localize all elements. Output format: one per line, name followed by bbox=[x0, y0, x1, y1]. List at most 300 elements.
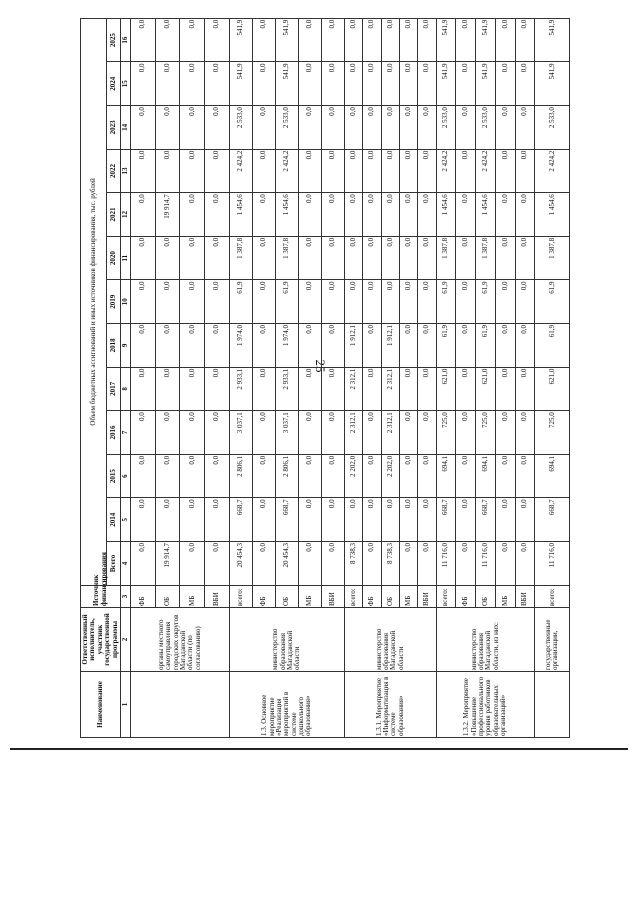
row-year-value: 0,0 bbox=[418, 324, 436, 368]
row-year-value: 0,0 bbox=[321, 62, 344, 106]
row-year-value: 0,0 bbox=[418, 149, 436, 193]
row-source: ОБ bbox=[381, 586, 399, 608]
row-name: 1.3.2. Мероприятие «Повышение профессионального уровня работников образовательных организаций» bbox=[436, 672, 535, 738]
row-year-value: 2 933,1 bbox=[275, 367, 298, 411]
row-year-value: 668,7 bbox=[476, 498, 496, 542]
header-year: 2023 bbox=[107, 106, 121, 150]
row-total-value: 0,0 bbox=[252, 542, 275, 586]
row-year-value: 0,0 bbox=[180, 454, 205, 498]
table-row bbox=[131, 18, 156, 737]
row-year-value: 0,0 bbox=[495, 18, 515, 62]
row-year-value: 0,0 bbox=[321, 324, 344, 368]
row-year-value: 0,0 bbox=[298, 149, 321, 193]
row-year-value: 0,0 bbox=[515, 324, 535, 368]
header-year: 2014 bbox=[107, 498, 121, 542]
column-number: 9 bbox=[121, 324, 131, 368]
row-year-value: 541,9 bbox=[476, 18, 496, 62]
row-year-value: 61,9 bbox=[535, 324, 570, 368]
row-year-value: 0,0 bbox=[131, 106, 156, 150]
column-number: 6 bbox=[121, 454, 131, 498]
row-year-value: 0,0 bbox=[131, 236, 156, 280]
row-year-value: 0,0 bbox=[418, 62, 436, 106]
row-year-value: 0,0 bbox=[131, 411, 156, 455]
header-year: 2022 bbox=[107, 149, 121, 193]
row-total-value: 11 716,0 bbox=[476, 542, 496, 586]
row-source: всего: bbox=[344, 586, 362, 608]
row-year-value: 0,0 bbox=[252, 236, 275, 280]
row-year-value: 0,0 bbox=[399, 106, 417, 150]
row-executor: органы местного самоуправления городских округов Магаданской области (по согласованию) bbox=[131, 608, 230, 672]
row-year-value: 725,0 bbox=[476, 411, 496, 455]
row-year-value: 2 533,0 bbox=[275, 106, 298, 150]
row-year-value: 0,0 bbox=[298, 324, 321, 368]
row-name: 1.3. Основное мероприятие «Реализация мероприятий в системе дошкольного образования» bbox=[229, 672, 344, 738]
row-year-value: 1 454,6 bbox=[229, 193, 252, 237]
row-year-value: 0,0 bbox=[344, 106, 362, 150]
row-year-value: 0,0 bbox=[131, 193, 156, 237]
row-year-value: 0,0 bbox=[515, 498, 535, 542]
table-row bbox=[535, 18, 570, 737]
row-year-value: 0,0 bbox=[180, 106, 205, 150]
row-year-value: 0,0 bbox=[456, 367, 476, 411]
row-year-value: 0,0 bbox=[252, 411, 275, 455]
row-year-value: 0,0 bbox=[321, 280, 344, 324]
row-year-value: 0,0 bbox=[495, 454, 515, 498]
header-year: 2025 bbox=[107, 18, 121, 62]
row-total-value: 0,0 bbox=[399, 542, 417, 586]
row-year-value: 0,0 bbox=[180, 411, 205, 455]
table-row bbox=[229, 18, 252, 737]
row-year-value: 0,0 bbox=[456, 324, 476, 368]
row-year-value: 541,9 bbox=[275, 18, 298, 62]
row-year-value: 0,0 bbox=[180, 193, 205, 237]
row-year-value: 1 454,6 bbox=[436, 193, 456, 237]
column-number: 13 bbox=[121, 149, 131, 193]
rotated-table-container bbox=[80, 18, 570, 738]
row-year-value: 61,9 bbox=[436, 280, 456, 324]
header-year: 2017 bbox=[107, 367, 121, 411]
row-year-value: 0,0 bbox=[252, 324, 275, 368]
row-total-value: 8 738,3 bbox=[381, 542, 399, 586]
row-year-value: 621,0 bbox=[436, 367, 456, 411]
row-source: ВБИ bbox=[418, 586, 436, 608]
row-year-value: 0,0 bbox=[205, 236, 230, 280]
row-year-value: 668,7 bbox=[229, 498, 252, 542]
row-year-value: 1 912,1 bbox=[344, 324, 362, 368]
row-year-value: 0,0 bbox=[515, 193, 535, 237]
row-year-value: 1 387,8 bbox=[476, 236, 496, 280]
row-year-value: 2 533,0 bbox=[229, 106, 252, 150]
row-year-value: 0,0 bbox=[205, 498, 230, 542]
row-year-value: 1 454,6 bbox=[476, 193, 496, 237]
row-year-value: 0,0 bbox=[321, 367, 344, 411]
row-year-value: 0,0 bbox=[418, 280, 436, 324]
row-year-value: 0,0 bbox=[381, 193, 399, 237]
row-year-value: 0,0 bbox=[131, 149, 156, 193]
row-year-value: 0,0 bbox=[131, 324, 156, 368]
row-year-value: 0,0 bbox=[363, 149, 381, 193]
row-year-value: 2 424,2 bbox=[476, 149, 496, 193]
row-year-value: 0,0 bbox=[252, 498, 275, 542]
row-year-value: 0,0 bbox=[399, 498, 417, 542]
row-total-value: 11 716,0 bbox=[436, 542, 456, 586]
row-name bbox=[131, 672, 230, 738]
row-year-value: 2 312,1 bbox=[381, 367, 399, 411]
row-source: ФБ bbox=[252, 586, 275, 608]
row-year-value: 0,0 bbox=[456, 498, 476, 542]
row-source: МБ bbox=[298, 586, 321, 608]
row-year-value: 0,0 bbox=[252, 62, 275, 106]
row-year-value: 0,0 bbox=[399, 280, 417, 324]
row-year-value: 0,0 bbox=[252, 193, 275, 237]
row-year-value: 0,0 bbox=[363, 280, 381, 324]
row-year-value: 0,0 bbox=[515, 236, 535, 280]
row-year-value: 1 454,6 bbox=[275, 193, 298, 237]
row-year-value: 0,0 bbox=[418, 411, 436, 455]
header-year: 2018 bbox=[107, 324, 121, 368]
row-year-value: 0,0 bbox=[180, 367, 205, 411]
row-year-value: 0,0 bbox=[205, 18, 230, 62]
row-source: ВБИ bbox=[205, 586, 230, 608]
row-year-value: 0,0 bbox=[131, 498, 156, 542]
row-year-value: 0,0 bbox=[180, 498, 205, 542]
row-year-value: 0,0 bbox=[381, 149, 399, 193]
row-year-value: 0,0 bbox=[321, 411, 344, 455]
row-year-value: 2 533,0 bbox=[436, 106, 456, 150]
row-year-value: 0,0 bbox=[321, 454, 344, 498]
row-year-value: 668,7 bbox=[535, 498, 570, 542]
row-year-value: 0,0 bbox=[363, 367, 381, 411]
row-year-value: 0,0 bbox=[131, 454, 156, 498]
row-year-value: 0,0 bbox=[205, 106, 230, 150]
row-source: ВБИ bbox=[515, 586, 535, 608]
row-year-value: 0,0 bbox=[155, 280, 180, 324]
row-total-value: 0,0 bbox=[456, 542, 476, 586]
row-source: МБ bbox=[399, 586, 417, 608]
row-year-value: 725,0 bbox=[535, 411, 570, 455]
row-year-value: 1 387,8 bbox=[535, 236, 570, 280]
row-year-value: 3 037,1 bbox=[229, 411, 252, 455]
row-year-value: 0,0 bbox=[495, 367, 515, 411]
row-name bbox=[535, 672, 570, 738]
row-year-value: 2 424,2 bbox=[275, 149, 298, 193]
row-year-value: 0,0 bbox=[418, 193, 436, 237]
row-year-value: 0,0 bbox=[298, 498, 321, 542]
row-year-value: 0,0 bbox=[205, 149, 230, 193]
row-year-value: 0,0 bbox=[399, 367, 417, 411]
row-year-value: 2 202,0 bbox=[381, 454, 399, 498]
row-source: ОБ bbox=[275, 586, 298, 608]
column-number: 8 bbox=[121, 367, 131, 411]
row-year-value: 61,9 bbox=[436, 324, 456, 368]
row-year-value: 2 806,1 bbox=[275, 454, 298, 498]
row-year-value: 1 387,8 bbox=[229, 236, 252, 280]
row-year-value: 0,0 bbox=[321, 106, 344, 150]
row-year-value: 0,0 bbox=[363, 106, 381, 150]
row-year-value: 0,0 bbox=[155, 367, 180, 411]
column-number: 11 bbox=[121, 236, 131, 280]
row-year-value: 0,0 bbox=[344, 236, 362, 280]
row-year-value: 1 387,8 bbox=[436, 236, 456, 280]
row-year-value: 694,1 bbox=[436, 454, 456, 498]
header-year: 2021 bbox=[107, 193, 121, 237]
header-name: Наименование bbox=[81, 672, 121, 738]
row-year-value: 0,0 bbox=[495, 498, 515, 542]
row-source: ФБ bbox=[456, 586, 476, 608]
row-year-value: 541,9 bbox=[436, 18, 456, 62]
row-year-value: 541,9 bbox=[436, 62, 456, 106]
row-year-value: 0,0 bbox=[381, 280, 399, 324]
row-year-value: 0,0 bbox=[131, 367, 156, 411]
row-year-value: 0,0 bbox=[381, 62, 399, 106]
header-year: 2019 bbox=[107, 280, 121, 324]
row-year-value: 19 914,7 bbox=[155, 193, 180, 237]
row-year-value: 0,0 bbox=[515, 411, 535, 455]
row-year-value: 0,0 bbox=[131, 280, 156, 324]
row-year-value: 0,0 bbox=[205, 280, 230, 324]
row-year-value: 0,0 bbox=[456, 149, 476, 193]
row-year-value: 1 974,0 bbox=[275, 324, 298, 368]
row-year-value: 0,0 bbox=[418, 18, 436, 62]
row-year-value: 0,0 bbox=[495, 106, 515, 150]
row-year-value: 2 202,0 bbox=[344, 454, 362, 498]
row-total-value: 0,0 bbox=[515, 542, 535, 586]
row-total-value: 19 914,7 bbox=[155, 542, 180, 586]
row-year-value: 2 933,1 bbox=[229, 367, 252, 411]
column-number: 5 bbox=[121, 498, 131, 542]
row-year-value: 61,9 bbox=[535, 280, 570, 324]
row-year-value: 0,0 bbox=[399, 454, 417, 498]
page-number: 25 bbox=[313, 359, 328, 373]
header-year: 2015 bbox=[107, 454, 121, 498]
row-year-value: 0,0 bbox=[321, 236, 344, 280]
row-year-value: 61,9 bbox=[275, 280, 298, 324]
row-name: 1.3.1. Мероприятие «Информатизация в системе образования» bbox=[344, 672, 436, 738]
row-year-value: 0,0 bbox=[495, 149, 515, 193]
row-year-value: 0,0 bbox=[399, 236, 417, 280]
row-year-value: 0,0 bbox=[456, 106, 476, 150]
row-year-value: 0,0 bbox=[363, 236, 381, 280]
row-executor: государственные организации, bbox=[535, 608, 570, 672]
row-year-value: 0,0 bbox=[456, 18, 476, 62]
row-year-value: 0,0 bbox=[155, 324, 180, 368]
row-year-value: 0,0 bbox=[363, 498, 381, 542]
row-year-value: 0,0 bbox=[515, 367, 535, 411]
row-total-value: 0,0 bbox=[321, 542, 344, 586]
table-row bbox=[436, 18, 456, 737]
row-year-value: 0,0 bbox=[456, 62, 476, 106]
row-year-value: 0,0 bbox=[495, 236, 515, 280]
row-year-value: 2 533,0 bbox=[535, 106, 570, 150]
row-total-value: 8 738,3 bbox=[344, 542, 362, 586]
row-year-value: 0,0 bbox=[205, 411, 230, 455]
row-year-value: 0,0 bbox=[495, 193, 515, 237]
row-year-value: 0,0 bbox=[381, 18, 399, 62]
row-year-value: 1 974,0 bbox=[229, 324, 252, 368]
row-year-value: 0,0 bbox=[298, 411, 321, 455]
row-year-value: 0,0 bbox=[180, 18, 205, 62]
row-year-value: 0,0 bbox=[456, 280, 476, 324]
row-year-value: 0,0 bbox=[495, 280, 515, 324]
row-year-value: 0,0 bbox=[399, 149, 417, 193]
row-year-value: 0,0 bbox=[298, 367, 321, 411]
row-year-value: 0,0 bbox=[418, 236, 436, 280]
row-year-value: 0,0 bbox=[363, 18, 381, 62]
row-year-value: 0,0 bbox=[344, 149, 362, 193]
row-source: всего: bbox=[535, 586, 570, 608]
row-total-value: 0,0 bbox=[363, 542, 381, 586]
row-year-value: 0,0 bbox=[298, 236, 321, 280]
row-year-value: 0,0 bbox=[155, 236, 180, 280]
page-separator-line bbox=[10, 748, 628, 750]
row-year-value: 61,9 bbox=[476, 324, 496, 368]
row-year-value: 2 312,1 bbox=[381, 411, 399, 455]
row-year-value: 0,0 bbox=[399, 193, 417, 237]
row-year-value: 0,0 bbox=[205, 324, 230, 368]
header-source: Источник финансирования bbox=[81, 586, 121, 608]
row-year-value: 0,0 bbox=[155, 18, 180, 62]
row-year-value: 1 912,1 bbox=[381, 324, 399, 368]
row-year-value: 0,0 bbox=[131, 62, 156, 106]
row-year-value: 668,7 bbox=[436, 498, 456, 542]
row-total-value: 20 454,3 bbox=[275, 542, 298, 586]
row-year-value: 0,0 bbox=[205, 454, 230, 498]
row-year-value: 694,1 bbox=[476, 454, 496, 498]
row-year-value: 0,0 bbox=[155, 498, 180, 542]
row-year-value: 0,0 bbox=[363, 193, 381, 237]
row-year-value: 621,0 bbox=[476, 367, 496, 411]
row-year-value: 2 312,1 bbox=[344, 411, 362, 455]
column-number: 4 bbox=[121, 542, 131, 586]
row-year-value: 0,0 bbox=[381, 498, 399, 542]
budget-table bbox=[80, 18, 570, 738]
row-year-value: 0,0 bbox=[418, 498, 436, 542]
row-source: всего: bbox=[229, 586, 252, 608]
row-total-value: 0,0 bbox=[131, 542, 156, 586]
row-year-value: 725,0 bbox=[436, 411, 456, 455]
row-year-value: 0,0 bbox=[456, 236, 476, 280]
row-year-value: 1 454,6 bbox=[535, 193, 570, 237]
row-year-value: 541,9 bbox=[535, 62, 570, 106]
row-year-value: 0,0 bbox=[418, 367, 436, 411]
row-year-value: 0,0 bbox=[515, 149, 535, 193]
row-executor: министерство образования Магаданской области bbox=[229, 608, 344, 672]
column-number: 12 bbox=[121, 193, 131, 237]
row-year-value: 1 387,8 bbox=[275, 236, 298, 280]
row-total-value: 11 716,0 bbox=[535, 542, 570, 586]
row-year-value: 0,0 bbox=[418, 454, 436, 498]
row-year-value: 2 806,1 bbox=[229, 454, 252, 498]
header-volume-title: Объем бюджетных ассигнований и иных источников финансирования, тыс. рублей bbox=[81, 18, 107, 585]
row-year-value: 0,0 bbox=[321, 498, 344, 542]
row-year-value: 668,7 bbox=[275, 498, 298, 542]
row-year-value: 0,0 bbox=[515, 62, 535, 106]
row-year-value: 0,0 bbox=[399, 62, 417, 106]
row-source: ОБ bbox=[155, 586, 180, 608]
row-year-value: 0,0 bbox=[381, 236, 399, 280]
header-executor: Ответственный исполнитель, участник государственной программы bbox=[81, 608, 121, 672]
row-year-value: 3 037,1 bbox=[275, 411, 298, 455]
row-year-value: 2 424,2 bbox=[436, 149, 456, 193]
row-year-value: 0,0 bbox=[180, 236, 205, 280]
row-total-value: 0,0 bbox=[180, 542, 205, 586]
row-year-value: 0,0 bbox=[155, 411, 180, 455]
row-year-value: 2 424,2 bbox=[535, 149, 570, 193]
row-year-value: 0,0 bbox=[344, 280, 362, 324]
row-year-value: 541,9 bbox=[275, 62, 298, 106]
row-year-value: 0,0 bbox=[363, 324, 381, 368]
row-year-value: 0,0 bbox=[298, 454, 321, 498]
row-year-value: 694,1 bbox=[535, 454, 570, 498]
row-year-value: 0,0 bbox=[495, 411, 515, 455]
row-year-value: 0,0 bbox=[298, 62, 321, 106]
row-year-value: 0,0 bbox=[456, 411, 476, 455]
row-total-value: 20 454,3 bbox=[229, 542, 252, 586]
row-source: МБ bbox=[180, 586, 205, 608]
row-source: всего: bbox=[436, 586, 456, 608]
row-year-value: 541,9 bbox=[476, 62, 496, 106]
row-year-value: 0,0 bbox=[252, 454, 275, 498]
row-year-value: 0,0 bbox=[298, 193, 321, 237]
row-total-value: 0,0 bbox=[495, 542, 515, 586]
row-year-value: 0,0 bbox=[344, 62, 362, 106]
row-executor: министерство образования Магаданской области bbox=[344, 608, 436, 672]
row-year-value: 0,0 bbox=[344, 18, 362, 62]
row-year-value: 0,0 bbox=[298, 18, 321, 62]
row-year-value: 61,9 bbox=[229, 280, 252, 324]
row-year-value: 0,0 bbox=[399, 324, 417, 368]
row-year-value: 0,0 bbox=[344, 498, 362, 542]
row-year-value: 541,9 bbox=[535, 18, 570, 62]
row-year-value: 0,0 bbox=[399, 18, 417, 62]
row-year-value: 0,0 bbox=[252, 367, 275, 411]
row-year-value: 0,0 bbox=[399, 411, 417, 455]
row-year-value: 2 424,2 bbox=[229, 149, 252, 193]
row-year-value: 0,0 bbox=[495, 62, 515, 106]
row-year-value: 541,9 bbox=[229, 18, 252, 62]
row-year-value: 0,0 bbox=[515, 18, 535, 62]
row-total-value: 0,0 bbox=[418, 542, 436, 586]
row-year-value: 0,0 bbox=[321, 193, 344, 237]
row-year-value: 0,0 bbox=[418, 106, 436, 150]
column-number: 15 bbox=[121, 62, 131, 106]
row-year-value: 0,0 bbox=[515, 106, 535, 150]
row-year-value: 541,9 bbox=[229, 62, 252, 106]
row-year-value: 0,0 bbox=[381, 106, 399, 150]
header-total: Всего bbox=[107, 542, 121, 586]
row-year-value: 0,0 bbox=[252, 18, 275, 62]
header-year: 2020 bbox=[107, 236, 121, 280]
row-source: ОБ bbox=[476, 586, 496, 608]
row-year-value: 0,0 bbox=[363, 411, 381, 455]
row-year-value: 0,0 bbox=[321, 149, 344, 193]
row-year-value: 0,0 bbox=[363, 62, 381, 106]
row-year-value: 0,0 bbox=[456, 193, 476, 237]
row-year-value: 0,0 bbox=[155, 62, 180, 106]
row-total-value: 0,0 bbox=[298, 542, 321, 586]
row-year-value: 0,0 bbox=[180, 324, 205, 368]
row-year-value: 2 533,0 bbox=[476, 106, 496, 150]
row-year-value: 0,0 bbox=[155, 149, 180, 193]
column-number: 3 bbox=[121, 586, 131, 608]
row-year-value: 0,0 bbox=[344, 193, 362, 237]
column-number: 10 bbox=[121, 280, 131, 324]
row-year-value: 0,0 bbox=[205, 367, 230, 411]
row-year-value: 621,0 bbox=[535, 367, 570, 411]
row-source: ФБ bbox=[131, 586, 156, 608]
row-year-value: 0,0 bbox=[363, 454, 381, 498]
row-year-value: 0,0 bbox=[298, 106, 321, 150]
